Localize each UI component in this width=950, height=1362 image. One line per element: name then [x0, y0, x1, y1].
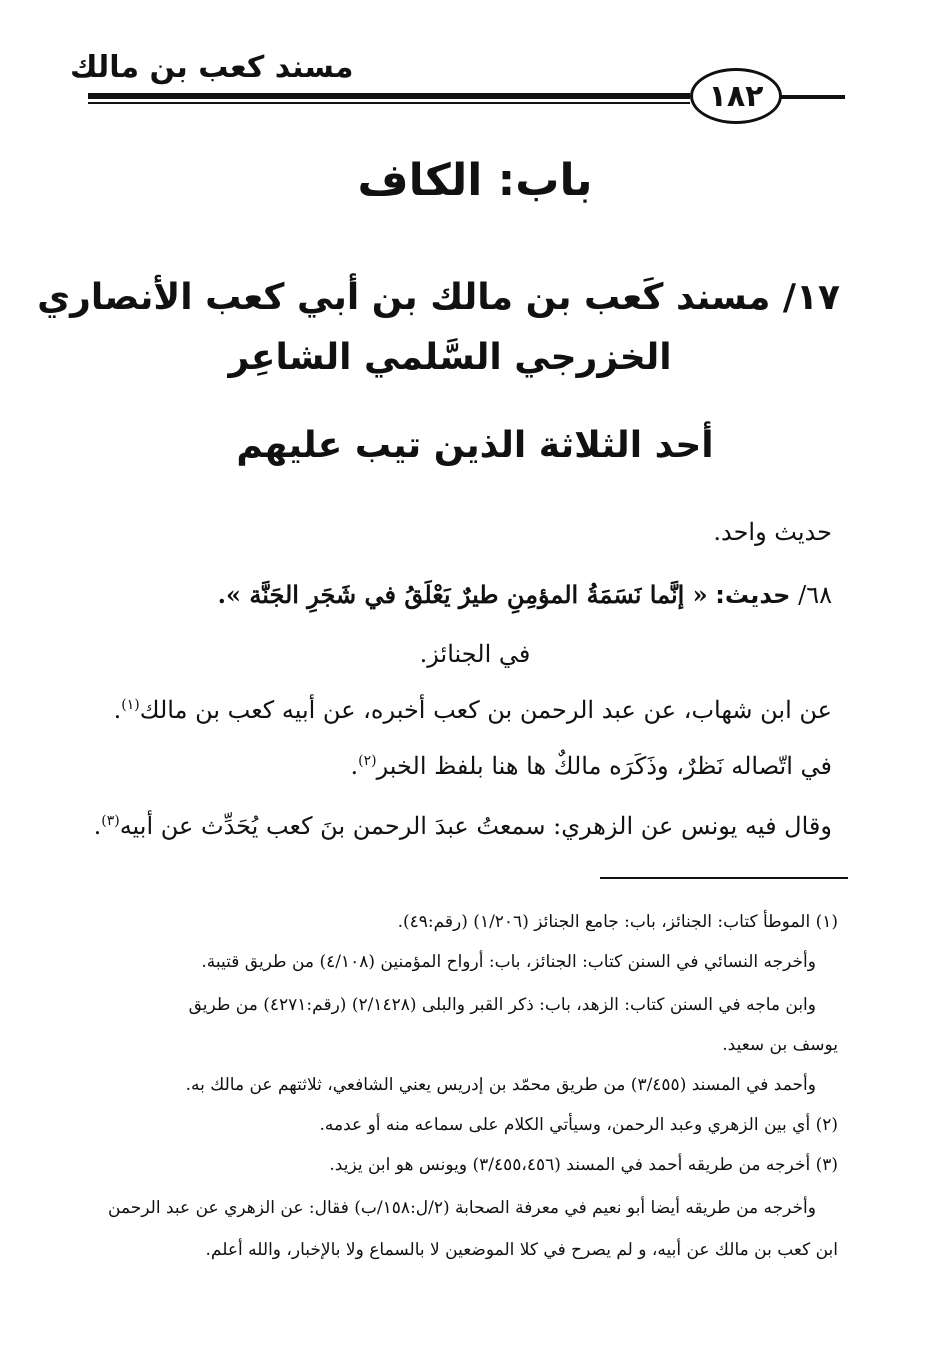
footnote-line: وأحمد في المسند (٣/٤٥٥) من طريق محمّد بن إدريس يعني الشافعي، ثلاثتهم عن مالك به. [185, 1075, 816, 1095]
running-title: مسند كعب بن مالك [70, 50, 354, 85]
footnote-line: وأخرجه النسائي في السنن كتاب: الجنائز، باب: أرواح المؤمنين (٤/١٠٨) من طريق قتيبة. [201, 952, 816, 972]
footnote-line: وأخرجه من طريقه أيضا أبو نعيم في معرفة الصحابة (٢/ل:١٥٨/ب) فقال: عن الزهري عن عبد الرحمن [108, 1198, 816, 1218]
hadith-label: حديث: [715, 581, 791, 609]
footnote-line: (٣) أخرجه من طريقه أحمد في المسند (٣/٤٥٥،٤٥٦) ويونس هو ابن يزيد. [329, 1155, 838, 1175]
footnote-line: (١) الموطأ كتاب: الجنائز، باب: جامع الجنائز (١/٢٠٦) (رقم:٤٩). [397, 912, 838, 932]
musnad-subtitle: أحد الثلاثة الذين تيب عليهم [236, 425, 714, 466]
hadith-count: حديث واحد. [713, 518, 832, 546]
musnad-heading-line-2: الخزرجي السَّلمي الشاعِر [228, 337, 672, 378]
page-number: ١٨٢ [690, 68, 782, 124]
note-text: في اتّصاله نَظرٌ، وذَكَرَه مالكٌ ها هنا بلفظ الخبر [376, 752, 832, 780]
footnote-line: يوسف بن سعيد. [722, 1035, 838, 1055]
isnad-text: عن ابن شهاب، عن عبد الرحمن بن كعب أخبره، عن أبيه كعب بن مالك [139, 696, 832, 724]
footnote-ref-2: (٢) [358, 753, 377, 769]
footnote-line: (٢) أي بين الزهري وعبد الرحمن، وسيأتي الكلام على سماعه منه أو عدمه. [319, 1115, 838, 1135]
musnad-heading-line-1: ١٧/ مسند كَعب بن مالك بن أبي كعب الأنصاري [37, 277, 840, 318]
footnote-ref-3: (٣) [101, 813, 120, 829]
footnotes [70, 0, 838, 1362]
hadith-text: « إنَّما نَسَمَةُ المؤمِنِ طيرٌ يَعْلَقُ في شَجَرِ الجَنَّة ». [217, 580, 708, 609]
footnote-line: وابن ماجه في السنن كتاب: الزهد، باب: ذكر القبر والبلى (٢/١٤٢٨) (رقم:٤٢٧١) من طريق [188, 995, 816, 1015]
footnote-line: ابن كعب بن مالك عن أبيه، و لم يصرح في كلا الموضعين لا بالسماع ولا بالإخبار، والله أعلم. [205, 1240, 838, 1260]
yunus-end: . [93, 812, 102, 840]
hadith-location: في الجنائز. [419, 640, 531, 668]
note-end: . [350, 752, 359, 780]
footnote-ref-1: (١) [121, 697, 140, 713]
yunus-text: وقال فيه يونس عن الزهري: سمعتُ عبدَ الرحمن بنَ كعب يُحَدِّث عن أبيه [119, 812, 832, 840]
hadith-number: ٦٨/ [798, 581, 832, 609]
chapter-title: باب: الكاف [357, 155, 593, 206]
isnad-end: . [113, 696, 122, 724]
